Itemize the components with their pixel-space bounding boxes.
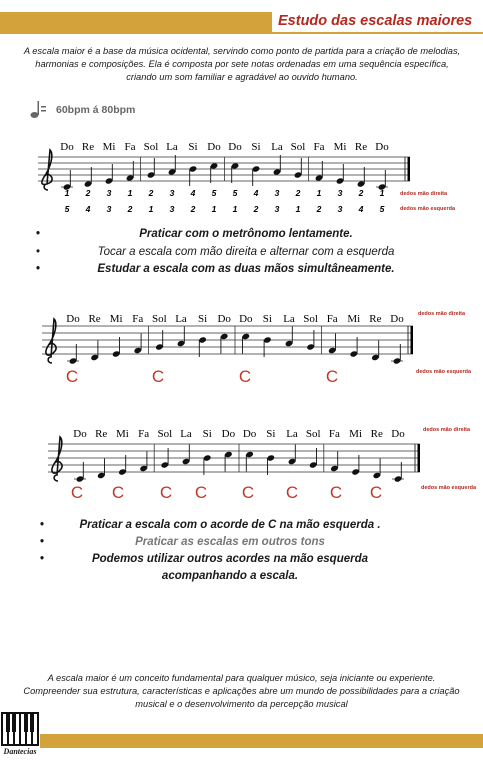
finger-number-left: 3 <box>337 204 343 214</box>
finger-number-left: 2 <box>316 204 322 214</box>
final-bar-thick <box>411 326 414 354</box>
note-name-label: Mi <box>109 313 123 325</box>
note-name-label: Si <box>198 313 208 325</box>
note-name-label: Do <box>239 313 253 325</box>
finger-number-right: 2 <box>85 188 91 198</box>
finger-number-left: 2 <box>190 204 196 214</box>
note-name-label: Do <box>375 141 389 153</box>
finger-number-right: 4 <box>190 188 196 198</box>
chord-label: C <box>285 483 299 502</box>
note-name-label: La <box>286 428 298 440</box>
note-name-label: Si <box>266 428 276 440</box>
finger-number-right: 2 <box>295 188 301 198</box>
tempo-text: 60bpm á 80bpm <box>56 104 136 116</box>
legend-left-hand: dedos mão esquerda <box>421 485 477 491</box>
chord-label: C <box>238 367 252 386</box>
chord-label: C <box>111 483 125 502</box>
note-name-label: La <box>175 313 187 325</box>
chord-label: C <box>369 483 383 502</box>
legend-right-hand: dedos mão direita <box>418 311 466 317</box>
finger-number-right: 1 <box>64 188 70 198</box>
note-name-label: Si <box>251 141 261 153</box>
chord-label: C <box>194 483 208 502</box>
note-name-label: Re <box>354 141 368 153</box>
list-item: • Praticar a escala com o acorde de C na mão esquerda . <box>40 519 381 531</box>
note-name-label: La <box>283 313 295 325</box>
note-name-label: Mi <box>347 313 361 325</box>
finger-number-right: 2 <box>358 188 364 198</box>
finger-number-left: 1 <box>211 204 217 214</box>
note-name-label: Sol <box>152 313 167 325</box>
finger-number-left: 4 <box>358 204 364 214</box>
logo-text: Dantecias <box>3 747 37 756</box>
note-name-label: Re <box>95 428 108 440</box>
finger-number-left: 3 <box>274 204 280 214</box>
finger-number-right: 5 <box>211 188 217 198</box>
note-name-label: Mi <box>349 428 363 440</box>
header-gold-bar <box>0 12 272 34</box>
final-bar-thick <box>418 444 421 472</box>
note-name-label: Do <box>73 428 87 440</box>
note-name-label: Sol <box>303 313 318 325</box>
finger-number-right: 1 <box>316 188 322 198</box>
chord-label: C <box>325 367 339 386</box>
note-name-label: Do <box>221 428 236 440</box>
note-icon <box>30 100 46 120</box>
practice-list-2 <box>40 517 420 585</box>
note-name-label: Si <box>262 313 272 325</box>
chord-label: C <box>159 483 173 502</box>
note-name-label: Si <box>188 141 198 153</box>
note-name-label: Sol <box>157 428 173 440</box>
staff-scale-chords-whole <box>0 306 483 388</box>
list-item: • Praticar com o metrônomo lentamente. <box>36 228 353 240</box>
note-name-label: Mi <box>102 141 116 153</box>
note-name-label: Fa <box>124 141 136 153</box>
finger-number-right: 3 <box>169 188 175 198</box>
note-name-label: Re <box>88 313 101 325</box>
finger-number-left: 3 <box>169 204 175 214</box>
note-name-label: Fa <box>138 428 150 440</box>
note-name-label: Sol <box>143 141 159 153</box>
finger-number-right: 5 <box>232 188 238 198</box>
note-name-label: Fa <box>328 428 340 440</box>
finger-number-left: 1 <box>232 204 238 214</box>
note-name-label: Re <box>370 428 383 440</box>
finger-number-left: 5 <box>64 204 70 214</box>
note-name-label: Mi <box>333 141 347 153</box>
finger-number-right: 1 <box>379 188 385 198</box>
note-name-label: Fa <box>326 313 338 325</box>
chord-label: C <box>151 367 165 386</box>
chord-label: C <box>70 483 84 502</box>
final-bar-thick <box>408 157 411 181</box>
footer-gold-bar <box>40 734 483 748</box>
note-name-label: Do <box>242 428 257 440</box>
list-item: • Praticar as escalas em outros tons <box>40 536 325 548</box>
staff-scale-chords-half <box>0 422 483 506</box>
note-name-label: Do <box>228 141 242 153</box>
finger-number-right: 3 <box>106 188 112 198</box>
finger-number-left: 2 <box>253 204 259 214</box>
finger-number-right: 3 <box>337 188 343 198</box>
chord-label: C <box>241 483 255 502</box>
list-item-continuation: acompanhando a escala. <box>161 570 299 582</box>
chord-label: C <box>65 367 79 386</box>
finger-number-left: 5 <box>379 204 385 214</box>
finger-number-right: 3 <box>274 188 280 198</box>
finger-number-right: 2 <box>148 188 154 198</box>
intro-paragraph: A escala maior é a base da música ocidental, servindo como ponto de partida para a criação de melodias, harmonias e composições. Ela é composta por sete notas ordenadas em uma sequência específica, criando um som familiar e agradável ao ouvido humano. <box>23 46 461 82</box>
note-name-label: Si <box>202 428 212 440</box>
note-name-label: Fa <box>313 141 325 153</box>
finger-number-right: 4 <box>253 188 259 198</box>
note-name-label: Do <box>66 313 80 325</box>
legend-right-hand: dedos mão direita <box>423 427 471 433</box>
finger-number-left: 1 <box>295 204 301 214</box>
list-item: • Tocar a escala com mão direita e alternar com a esquerda <box>36 245 395 258</box>
note-name-label: Fa <box>132 313 144 325</box>
closing-paragraph: A escala maior é um conceito fundamental para qualquer músico, seja iniciante ou experiente. Compreender sua estrutura, características e aplicações abre um mundo de possibilidades para a criação musical e o desenvolvimento da percepção musical <box>23 673 460 709</box>
note-name-label: Do <box>391 428 405 440</box>
finger-number-left: 4 <box>85 204 91 214</box>
legend-left-hand: dedos mão esquerda <box>416 369 472 375</box>
note-name-label: La <box>271 141 283 153</box>
treble-clef-icon <box>42 150 52 190</box>
list-item: • Estudar a escala com as duas mãos simultâneamente. <box>36 263 395 275</box>
note-name-label: Re <box>369 313 382 325</box>
note-name-label: Do <box>60 141 74 153</box>
note-name-label: La <box>166 141 178 153</box>
page-title: Estudo das escalas maiores <box>278 13 473 29</box>
staff-scale-fingering <box>0 136 483 218</box>
legend-right-hand: dedos mão direita <box>400 191 448 197</box>
finger-number-left: 3 <box>106 204 112 214</box>
practice-list-1 <box>36 226 456 279</box>
note-name-label: Do <box>217 313 231 325</box>
note-name-label: Do <box>390 313 404 325</box>
finger-number-left: 1 <box>148 204 154 214</box>
tempo-indicator <box>30 100 135 120</box>
list-item: • Podemos utilizar outros acordes na mão esquerda <box>40 553 369 565</box>
finger-number-left: 2 <box>127 204 133 214</box>
note-name-label: Re <box>81 141 95 153</box>
finger-number-right: 1 <box>127 188 133 198</box>
note-name-label: La <box>180 428 192 440</box>
legend-left-hand: dedos mão esquerda <box>400 206 456 212</box>
note-name-label: Sol <box>290 141 306 153</box>
chord-label: C <box>329 483 343 502</box>
note-name-label: Do <box>207 141 221 153</box>
note-name-label: Sol <box>305 428 321 440</box>
note-name-label: Mi <box>115 428 129 440</box>
